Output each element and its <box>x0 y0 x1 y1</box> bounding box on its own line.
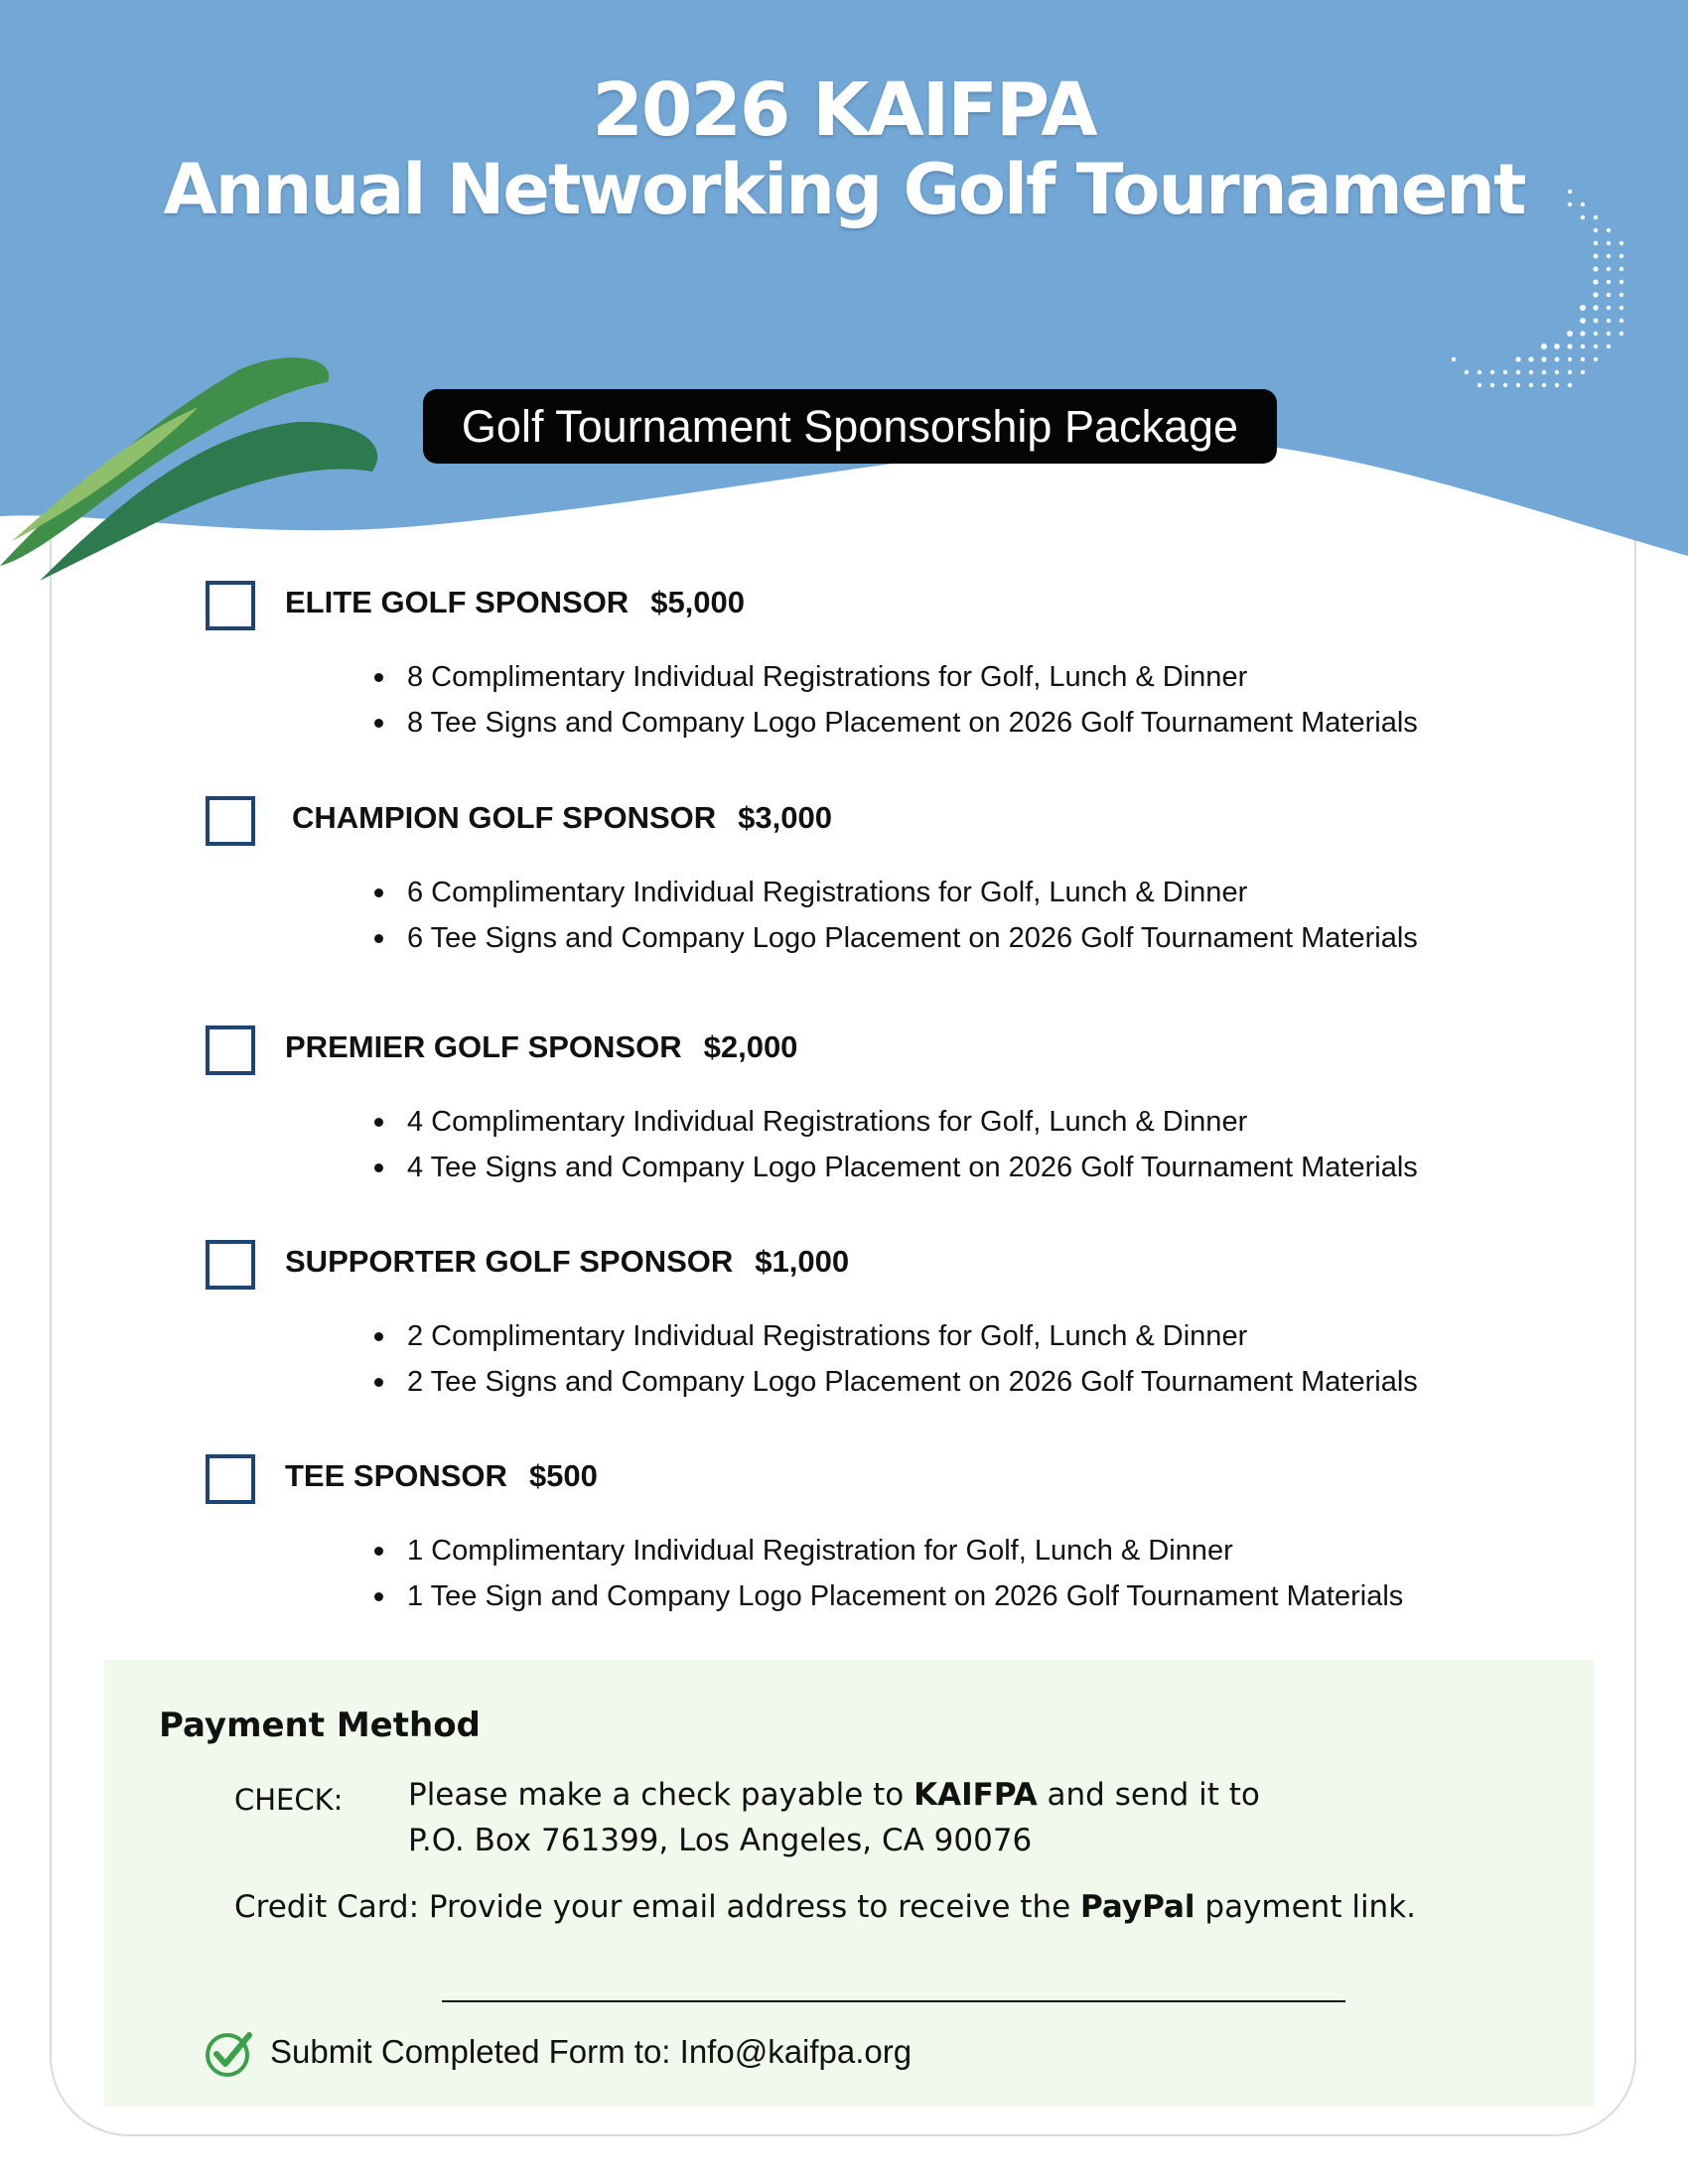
tier-title <box>285 585 745 620</box>
golf-ball-dimple <box>1541 343 1547 349</box>
card-text-before: Credit Card: Provide your email address to receive the <box>234 1889 1081 1925</box>
golf-ball-dimple <box>1619 319 1623 323</box>
golf-ball-dimple <box>1619 306 1623 310</box>
golf-ball-dimple <box>1567 343 1572 348</box>
benefit-item: 4 Complimentary Individual Registrations for Golf, Lunch & Dinner <box>377 1099 1418 1145</box>
golf-ball-dimple <box>1593 279 1598 284</box>
check-payee: KAIFPA <box>914 1777 1038 1813</box>
benefit-item: 1 Tee Sign and Company Logo Placement on 2026 Golf Tournament Materials <box>377 1573 1403 1619</box>
benefits-list <box>377 654 1418 746</box>
golf-ball-dimple <box>1555 357 1560 362</box>
tier-title <box>285 1458 598 1494</box>
golf-ball-dimple <box>1503 383 1507 387</box>
golf-ball-dimple <box>1594 332 1598 336</box>
golf-ball-dimple <box>1503 370 1507 374</box>
golf-ball-dimple <box>1465 370 1469 374</box>
golf-ball-dimple <box>1567 331 1573 337</box>
golf-ball-dimple <box>1581 370 1585 374</box>
tier-price: $2,000 <box>703 1029 798 1064</box>
golf-ball-dimple <box>1619 293 1623 297</box>
golf-ball-dimple <box>1607 254 1611 258</box>
golf-ball-dimple <box>1490 383 1494 387</box>
golf-ball-graphic <box>1395 159 1653 417</box>
credit-card-instructions <box>234 1889 1416 1925</box>
golf-ball-dimple <box>1529 383 1533 387</box>
golf-ball-dimple <box>1607 280 1611 284</box>
golf-ball-dimple <box>1581 203 1585 206</box>
benefit-item: 6 Complimentary Individual Registrations for Golf, Lunch & Dinner <box>377 870 1418 915</box>
golf-ball-dimple <box>1568 203 1572 206</box>
check-text-after: and send it to <box>1037 1777 1260 1813</box>
tier-checkbox[interactable] <box>206 1025 255 1075</box>
check-instructions <box>408 1777 1260 1813</box>
tier-title <box>285 1244 849 1280</box>
golf-ball-dimple <box>1568 190 1572 194</box>
golf-ball-dimple <box>1554 343 1560 349</box>
golf-ball-dimple <box>1542 383 1546 387</box>
check-address: P.O. Box 761399, Los Angeles, CA 90076 <box>408 1823 1033 1858</box>
golf-ball-dimple <box>1594 344 1598 348</box>
golf-ball-dimple <box>1580 318 1586 324</box>
benefit-item: 6 Tee Signs and Company Logo Placement on 2026 Golf Tournament Materials <box>377 915 1418 961</box>
event-title-line-1: 2026 KAIFPA <box>592 68 1096 153</box>
golf-ball-dimple <box>1515 356 1520 361</box>
checkmark-circle-icon <box>204 2027 255 2079</box>
tier-checkbox[interactable] <box>206 581 255 630</box>
card-brand: PayPal <box>1080 1889 1196 1925</box>
benefits-list <box>377 1528 1403 1619</box>
benefits-list <box>377 1099 1418 1190</box>
golf-ball-dimple <box>1542 370 1546 374</box>
golf-ball-dimple <box>1607 344 1611 348</box>
benefit-item: 1 Complimentary Individual Registration for Golf, Lunch & Dinner <box>377 1528 1403 1573</box>
golf-ball-dimple <box>1594 241 1598 245</box>
golf-ball-dimple <box>1619 241 1623 245</box>
green-swoosh-graphic <box>0 352 397 581</box>
golf-ball-dimple <box>1490 370 1494 374</box>
golf-ball-dimple <box>1619 254 1623 258</box>
golf-ball-dimple <box>1555 370 1559 374</box>
golf-ball-dimple <box>1607 319 1611 323</box>
golf-ball-dimple <box>1593 292 1598 297</box>
golf-ball-dimple <box>1619 332 1623 336</box>
benefit-item: 8 Tee Signs and Company Logo Placement on 2026 Golf Tournament Materials <box>377 700 1418 746</box>
check-text-before: Please make a check payable to <box>408 1777 914 1813</box>
email-signature-line[interactable] <box>442 2000 1345 2002</box>
sponsorship-package-banner: Golf Tournament Sponsorship Package <box>423 389 1277 464</box>
event-title-line-2: Annual Networking Golf Tournament <box>163 149 1525 230</box>
golf-ball-dimple <box>1568 370 1572 374</box>
golf-ball-dimple <box>1594 319 1599 324</box>
golf-ball-dimple <box>1580 305 1586 311</box>
golf-ball-dimple <box>1580 331 1585 336</box>
benefit-item: 4 Tee Signs and Company Logo Placement on 2026 Golf Tournament Materials <box>377 1145 1418 1190</box>
golf-ball-dimple <box>1619 280 1623 284</box>
golf-ball-dimple <box>1581 215 1585 219</box>
check-label: CHECK: <box>234 1783 344 1817</box>
golf-ball-dimple <box>1529 370 1533 374</box>
golf-ball-dimple <box>1594 228 1598 232</box>
golf-ball-dimple <box>1477 383 1481 387</box>
tier-checkbox[interactable] <box>206 1454 255 1504</box>
card-text-after: payment link. <box>1195 1889 1417 1925</box>
golf-ball-dimple <box>1528 356 1533 361</box>
golf-ball-dimple <box>1581 344 1586 349</box>
tier-checkbox[interactable] <box>206 796 255 846</box>
golf-ball-dimple <box>1594 215 1598 219</box>
golf-ball-dimple <box>1477 370 1481 374</box>
benefit-item: 2 Tee Signs and Company Logo Placement on 2026 Golf Tournament Materials <box>377 1359 1418 1405</box>
golf-ball-dimple <box>1568 357 1572 361</box>
tier-name: PREMIER GOLF SPONSOR <box>285 1029 682 1064</box>
tier-name: SUPPORTER GOLF SPONSOR <box>285 1244 734 1279</box>
golf-ball-dimple <box>1607 267 1611 271</box>
golf-ball-dimple <box>1607 228 1611 232</box>
golf-ball-dimple <box>1594 254 1599 259</box>
submit-instructions: Submit Completed Form to: Info@kaifpa.org <box>270 2033 913 2070</box>
golf-ball-dimple <box>1607 241 1611 245</box>
tier-name: ELITE GOLF SPONSOR <box>285 585 630 619</box>
tier-name: TEE SPONSOR <box>285 1458 507 1493</box>
payment-heading: Payment Method <box>159 1706 481 1745</box>
golf-ball-dimple <box>1607 306 1611 310</box>
golf-ball-dimple <box>1541 356 1546 361</box>
golf-ball-dimple <box>1593 266 1598 271</box>
golf-ball-dimple <box>1568 383 1572 387</box>
tier-price: $5,000 <box>650 585 746 619</box>
benefit-item: 2 Complimentary Individual Registrations for Golf, Lunch & Dinner <box>377 1313 1418 1359</box>
golf-ball-dimple <box>1607 293 1611 297</box>
golf-ball-dimple <box>1619 267 1623 271</box>
golf-ball-dimple <box>1555 383 1559 387</box>
tier-price: $3,000 <box>738 800 832 835</box>
golf-ball-dimple <box>1581 357 1585 361</box>
benefits-list <box>377 1313 1418 1405</box>
golf-ball-dimple <box>1607 332 1611 336</box>
tier-checkbox[interactable] <box>206 1240 255 1290</box>
golf-ball-dimple <box>1594 357 1598 361</box>
benefits-list <box>377 870 1418 961</box>
tier-price: $500 <box>528 1458 598 1493</box>
tier-title <box>292 800 832 836</box>
golf-ball-dimple <box>1593 305 1598 310</box>
golf-ball-dimple <box>1516 370 1520 374</box>
golf-ball-dimple <box>1516 383 1520 387</box>
tier-price: $1,000 <box>755 1244 850 1279</box>
golf-ball-dimple <box>1452 357 1456 361</box>
tier-name: CHAMPION GOLF SPONSOR <box>292 800 717 835</box>
benefit-item: 8 Complimentary Individual Registrations for Golf, Lunch & Dinner <box>377 654 1418 700</box>
tier-title <box>285 1029 797 1065</box>
